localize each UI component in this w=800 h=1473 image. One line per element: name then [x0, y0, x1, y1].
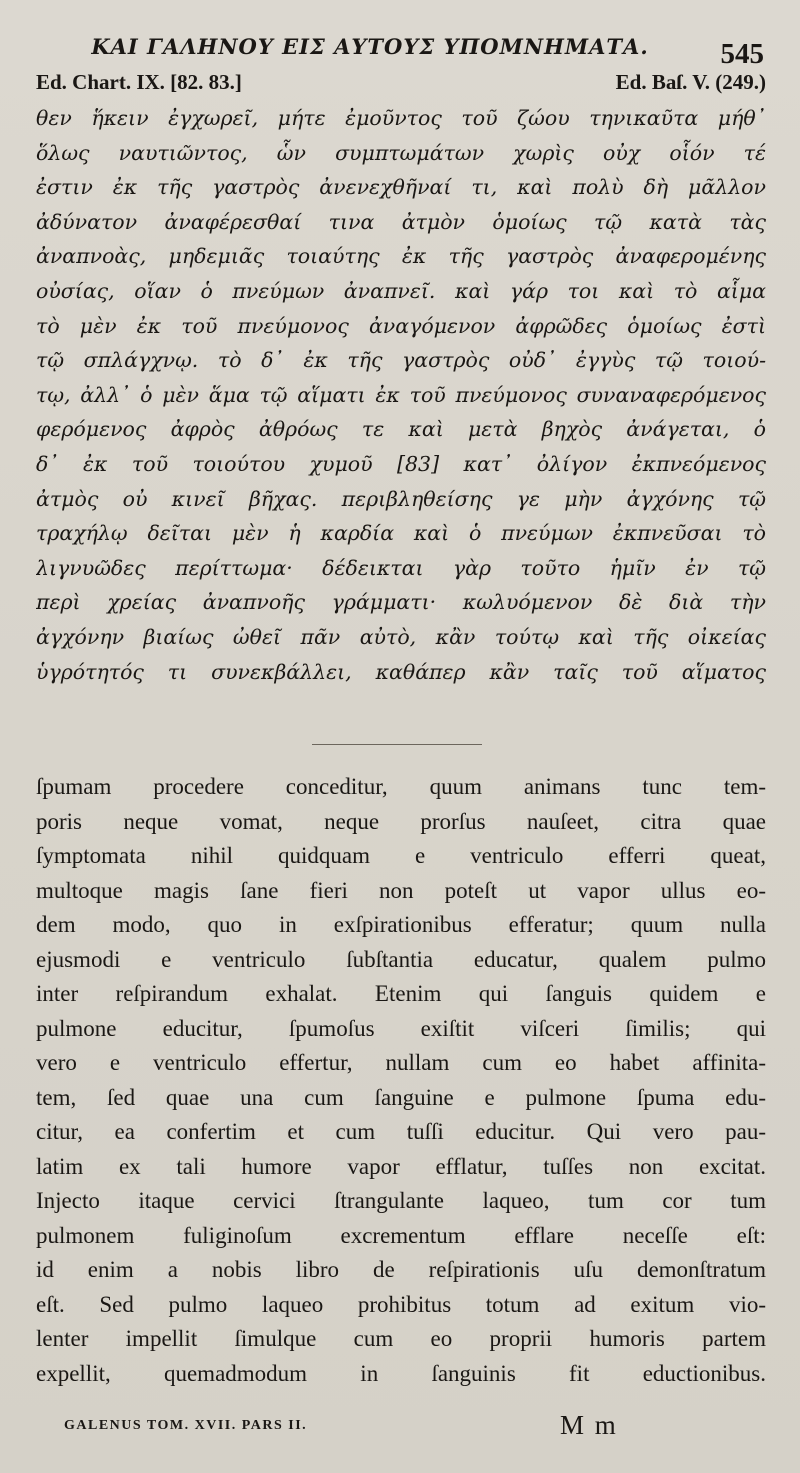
edition-reference-left: Ed. Chart. IX. [82. 83.]	[36, 70, 242, 94]
greek-line: θεν ἥκειν ἐγχωρεῖ, μήτε ἐμοῦντος τοῦ ζώου τηνικαῦτα μήθ᾽	[36, 106, 766, 130]
latin-line: pulmonem fuliginoſum excrementum efflare neceſſe eſt:	[36, 1222, 766, 1248]
greek-line: ἀτμὸς οὐ κινεῖ βῆχας. περιβληθείσης γε μὴν ἀγχόνης τῷ	[36, 486, 766, 511]
latin-line: poris neque vomat, neque prorſus nauſeet, citra quae	[36, 808, 766, 834]
greek-line: ὅλως ναυτιῶντος, ὧν συμπτωμάτων χωρὶς οὐχ οἷόν τέ	[36, 140, 766, 165]
latin-line: tem, ſed quae una cum ſanguine e pulmone ſpuma edu-	[36, 1084, 766, 1110]
running-title: ΚΑΙ ΓΑΛΗΝΟΥ ΕΙΣ ΑΥΤΟΥΣ ΥΠΟΜΝΗΜΑΤΑ.	[91, 34, 649, 59]
greek-line: οὐσίας, οἵαν ὁ πνεύμων ἀναπνεῖ. καὶ γάρ τοι καὶ τὸ αἷμα	[36, 278, 766, 303]
latin-line: pulmone educitur, ſpumoſus exiſtit viſceri ſimilis; qui	[36, 1015, 766, 1041]
greek-line: τῳ, ἀλλ᾽ ὁ μὲν ἅμα τῷ αἵματι ἐκ τοῦ πνεύμονος συναναφερόμενος	[36, 382, 766, 407]
greek-line: ὑγρότητός τι συνεκβάλλει, καθάπερ κἂν ταῖς τοῦ αἵματος	[36, 659, 766, 684]
greek-line: τραχήλῳ δεῖται μὲν ἡ καρδία καὶ ὁ πνεύμων ἐκπνεῦσαι τὸ	[36, 521, 766, 546]
latin-line: dem modo, quo in exſpirationibus efferatur; quum nulla	[36, 912, 766, 937]
latin-line: ſpumam procedere conceditur, quum animans tunc tem-	[36, 774, 766, 799]
greek-line: τὸ μὲν ἐκ τοῦ πνεύμονος ἀναγόμενον ἀφρῶδες ὁμοίως ἐστὶ	[36, 313, 766, 338]
gathering-mark: M m	[560, 1410, 618, 1440]
edition-reference-line	[36, 70, 766, 95]
edition-reference-right: Ed. Baſ. V. (249.)	[615, 70, 766, 94]
latin-line: ſymptomata nihil quidquam e ventriculo efferri queat,	[36, 843, 766, 868]
section-divider	[312, 744, 482, 745]
latin-line: inter reſpirandum exhalat. Etenim qui ſanguis quidem e	[36, 981, 766, 1006]
latin-line: ejusmodi e ventriculo ſubſtantia educatur, qualem pulmo	[36, 946, 766, 972]
latin-text-block	[36, 770, 766, 1391]
greek-line: ἐστιν ἐκ τῆς γαστρὸς ἀνενεχθῆναί τι, καὶ πολὺ δὴ μᾶλλον	[36, 175, 766, 200]
greek-line: ἀδύνατον ἀναφέρεσθαί τινα ἀτμὸν ὁμοίως τῷ κατὰ τὰς	[36, 209, 766, 234]
latin-line: citur, ea confertim et cum tuſſi educitur. Qui vero pau-	[36, 1119, 766, 1144]
latin-line: expellit, quemadmodum in ſanguinis fit eductionibus.	[36, 1360, 766, 1386]
greek-text-block	[36, 101, 766, 689]
latin-line: lenter impellit ſimulque cum eo proprii humoris partem	[36, 1326, 766, 1351]
greek-line: ἀναπνοὰς, μηδεμιᾶς τοιαύτης ἐκ τῆς γαστρὸς ἀναφερομένης	[36, 244, 766, 269]
greek-line: λιγνυῶδες περίττωμα· δέδεικται γὰρ τοῦτο ἡμῖν ἐν τῷ	[36, 555, 766, 580]
printer-signature: GALENUS TOM. XVII. PARS II.	[64, 1418, 308, 1433]
greek-line: περὶ χρείας ἀναπνοῆς γράμματι· κωλυόμενον δὲ διὰ τὴν	[36, 590, 766, 615]
latin-line: eſt. Sed pulmo laqueo prohibitus totum ad exitum vio-	[36, 1291, 766, 1317]
latin-line: vero e ventriculo effertur, nullam cum eo habet affinita-	[36, 1050, 766, 1075]
latin-line: id enim a nobis libro de reſpirationis uſu demonſtratum	[36, 1257, 766, 1282]
greek-line: δ᾽ ἐκ τοῦ τοιούτου χυμοῦ [83] κατ᾽ ὀλίγον ἐκπνεόμενος	[36, 451, 766, 476]
latin-line: Injecto itaque cervici ſtrangulante laqueo, tum cor tum	[36, 1188, 766, 1213]
page-number: 545	[720, 38, 764, 70]
latin-line: latim ex tali humore vapor efflatur, tuſſes non excitat.	[36, 1153, 766, 1179]
greek-line: τῷ σπλάγχνῳ. τὸ δ᾽ ἐκ τῆς γαστρὸς οὐδ᾽ ἐγγὺς τῷ τοιού-	[36, 348, 766, 373]
greek-line: φερόμενος ἀφρὸς ἀθρόως τε καὶ μετὰ βηχὸς ἀνάγεται, ὁ	[36, 417, 766, 442]
latin-line: multoque magis ſane fieri non poteſt ut vapor ullus eo-	[36, 877, 766, 903]
greek-line: ἀγχόνην βιαίως ὠθεῖ πᾶν αὐτὸ, κἂν τούτῳ καὶ τῆς οἰκείας	[36, 624, 766, 649]
